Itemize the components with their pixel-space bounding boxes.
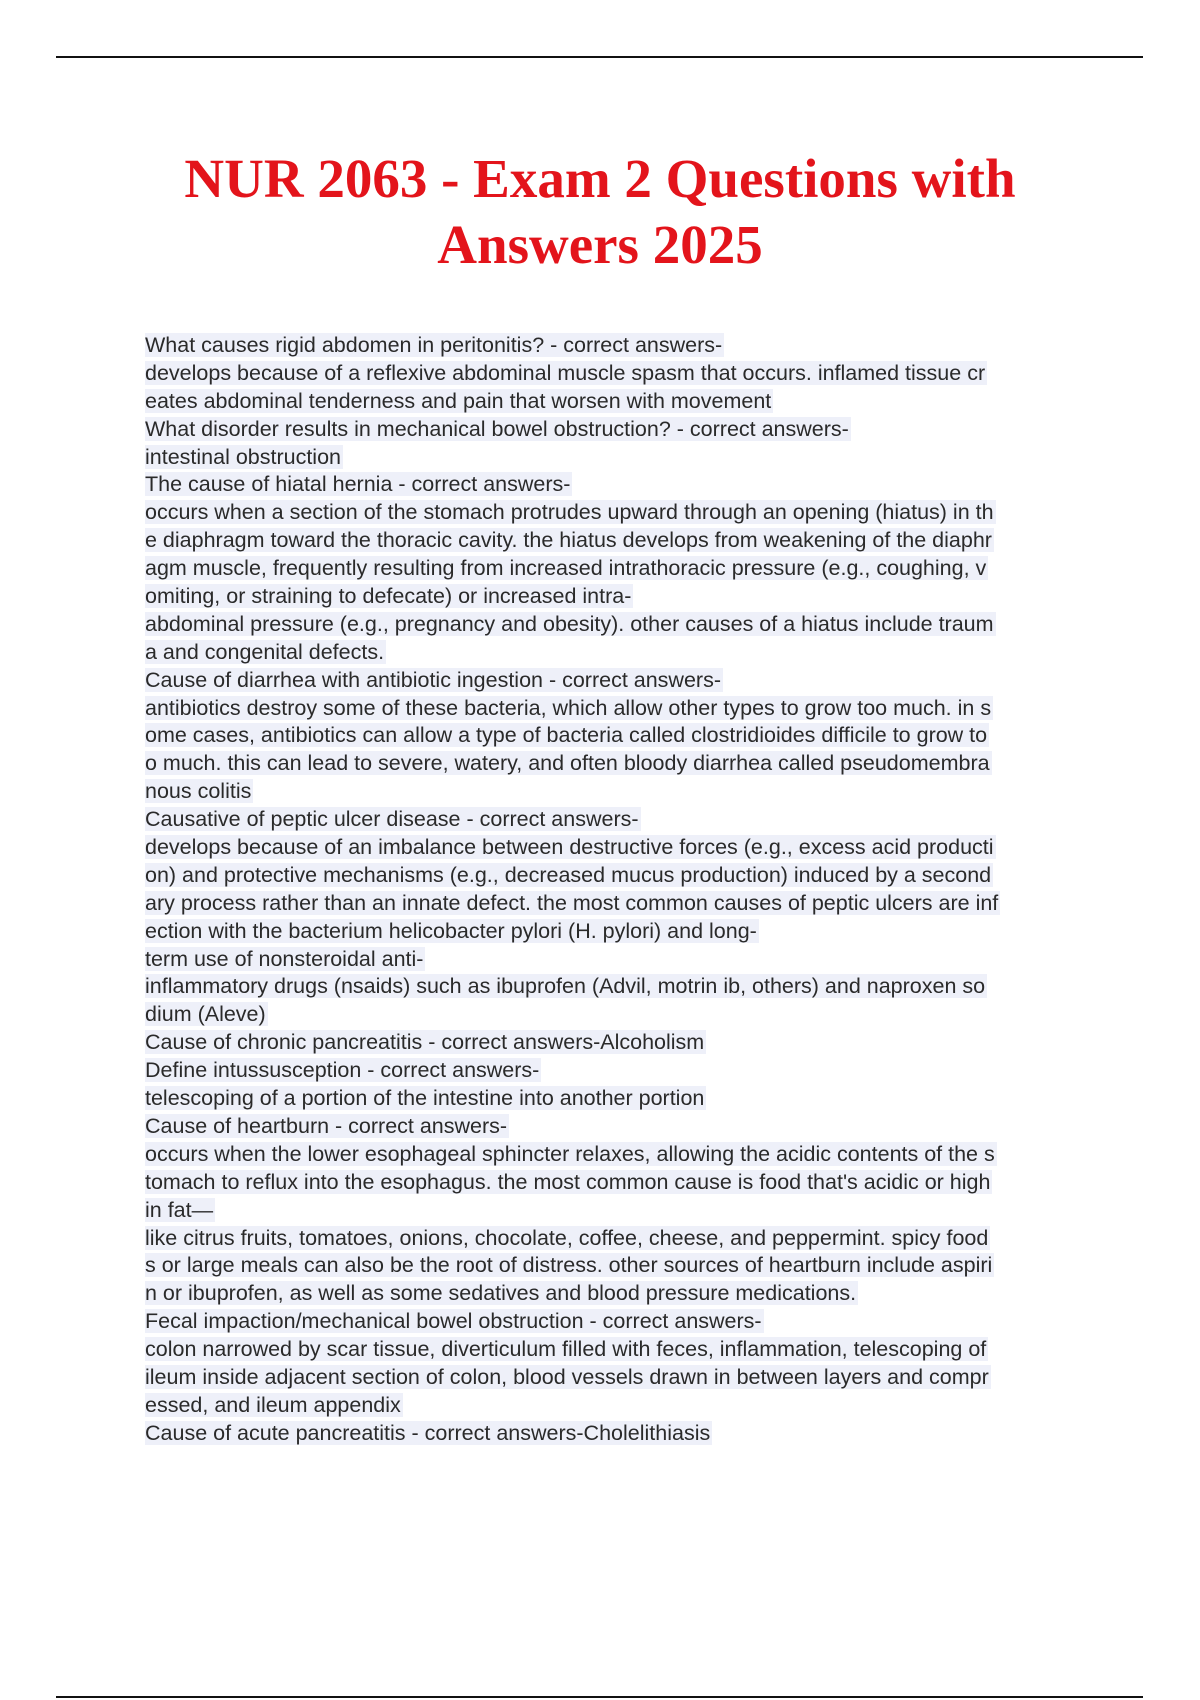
text-line: develops because of a reflexive abdominal muscle spasm that occurs. inflamed tissue cr	[145, 360, 986, 385]
text-line: occurs when the lower esophageal sphincter relaxes, allowing the acidic contents of the s	[145, 1141, 995, 1166]
text-line: nous colitis	[145, 779, 252, 804]
text-line: n or ibuprofen, as well as some sedatives and blood pressure medications.	[145, 1281, 857, 1306]
text-line: ome cases, antibiotics can allow a type of bacteria called clostridioides difficile to grow to	[145, 723, 988, 748]
text-line: Cause of diarrhea with antibiotic ingestion - correct answers-	[145, 667, 721, 692]
document-title: NUR 2063 - Exam 2 Questions with Answers 2025	[184, 148, 1016, 275]
text-line: Fecal impaction/mechanical bowel obstruction - correct answers-	[145, 1309, 762, 1334]
text-line: intestinal obstruction	[145, 444, 341, 469]
text-line: develops because of an imbalance between destructive forces (e.g., excess acid producti	[145, 835, 994, 860]
header-rule	[56, 56, 1143, 58]
text-line: Causative of peptic ulcer disease - correct answers-	[145, 807, 639, 832]
text-line: Cause of acute pancreatitis - correct answers-Cholelithiasis	[145, 1420, 711, 1445]
text-line: telescoping of a portion of the intestine into another portion	[145, 1086, 705, 1111]
text-line: abdominal pressure (e.g., pregnancy and obesity). other causes of a hiatus include traum	[145, 611, 994, 636]
text-line: What disorder results in mechanical bowel obstruction? - correct answers-	[145, 416, 849, 441]
text-line: term use of nonsteroidal anti-	[145, 946, 424, 971]
text-line: occurs when a section of the stomach protrudes upward through an opening (hiatus) in th	[145, 500, 994, 525]
document-body	[145, 332, 1095, 1448]
text-line: Cause of chronic pancreatitis - correct answers-Alcoholism	[145, 1030, 705, 1055]
text-line: colon narrowed by scar tissue, diverticulum filled with feces, inflammation, telescoping of	[145, 1337, 987, 1362]
text-line: ary process rather than an innate defect. the most common causes of peptic ulcers are inf	[145, 890, 999, 915]
text-line: Cause of heartburn - correct answers-	[145, 1113, 508, 1138]
text-line: on) and protective mechanisms (e.g., decreased mucus production) induced by a second	[145, 862, 992, 887]
text-line: agm muscle, frequently resulting from increased intrathoracic pressure (e.g., coughing, v	[145, 556, 987, 581]
text-line: The cause of hiatal hernia - correct answers-	[145, 472, 571, 497]
text-line: in fat—	[145, 1197, 214, 1222]
text-line: s or large meals can also be the root of distress. other sources of heartburn include aspiri	[145, 1253, 993, 1278]
text-line: o much. this can lead to severe, watery, and often bloody diarrhea called pseudomembra	[145, 751, 990, 776]
text-line: a and congenital defects.	[145, 639, 385, 664]
text-line: dium (Aleve)	[145, 1002, 266, 1027]
text-line: omiting, or straining to defecate) or increased intra-	[145, 584, 632, 609]
text-line: essed, and ileum appendix	[145, 1392, 401, 1417]
text-line: What causes rigid abdomen in peritonitis? - correct answers-	[145, 333, 723, 357]
text-line: eates abdominal tenderness and pain that worsen with movement	[145, 388, 772, 413]
text-line: tomach to reflux into the esophagus. the most common cause is food that's acidic or high	[145, 1169, 991, 1194]
text-line: inflammatory drugs (nsaids) such as ibuprofen (Advil, motrin ib, others) and naproxen so	[145, 974, 986, 999]
text-line: ileum inside adjacent section of colon, blood vessels drawn in between layers and compr	[145, 1364, 989, 1389]
footer-rule	[56, 1696, 1143, 1698]
text-line: ection with the bacterium helicobacter pylori (H. pylori) and long-	[145, 918, 757, 943]
text-line: e diaphragm toward the thoracic cavity. the hiatus develops from weakening of the diaphr	[145, 528, 992, 553]
text-line: Define intussusception - correct answers-	[145, 1058, 540, 1083]
text-line: like citrus fruits, tomatoes, onions, chocolate, coffee, cheese, and peppermint. spicy food	[145, 1225, 989, 1250]
text-line: antibiotics destroy some of these bacteria, which allow other types to grow too much. in s	[145, 695, 992, 720]
